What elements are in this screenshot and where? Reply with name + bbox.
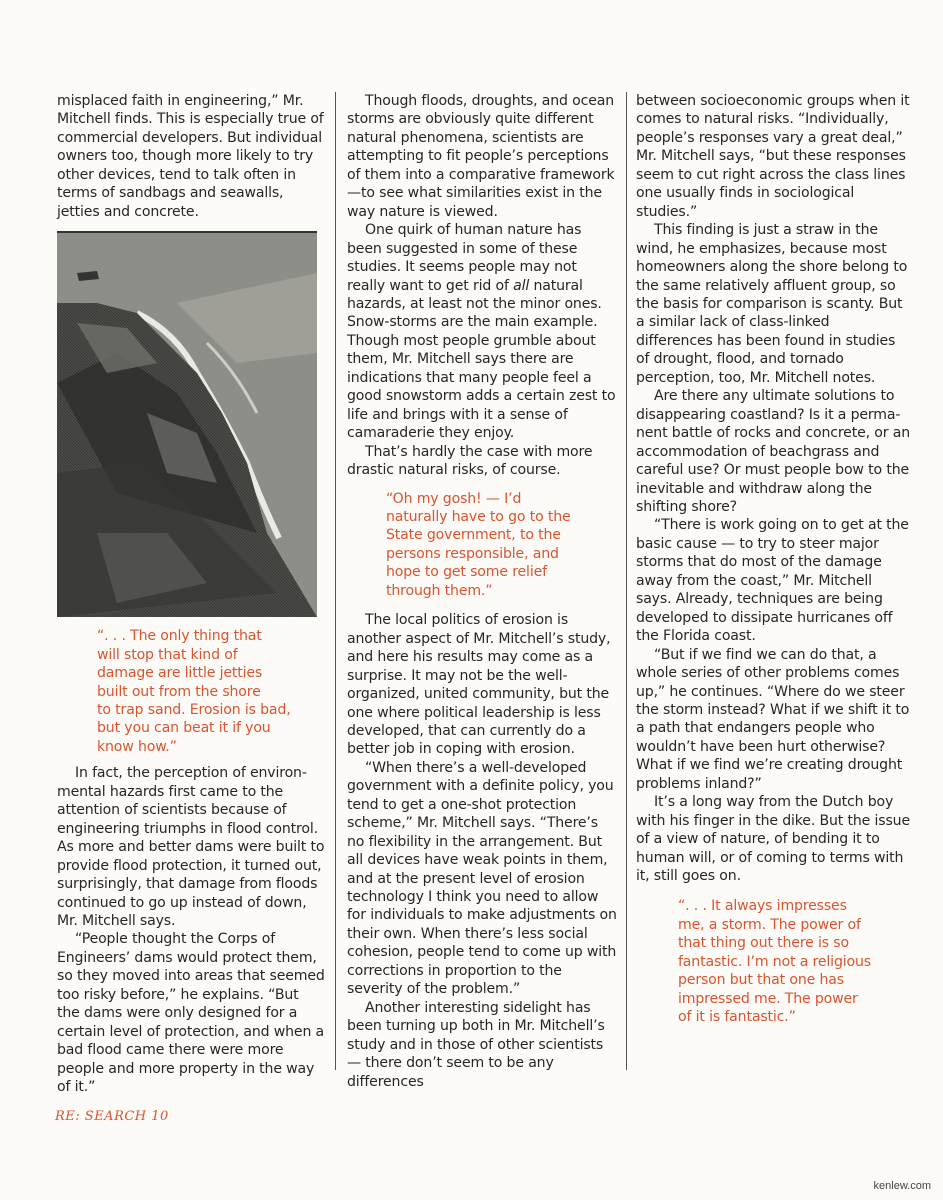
- paragraph: Are there any ultimate solutions to disappearing coastland? Is it a perma-nent battle of rocks and concrete, or an accommodation of beachgrass and careful use? Or must people bow to the inevitable and withdraw along the shifting shore?: [636, 388, 910, 515]
- paragraph: In fact, the perception of environ-mental hazards first came to the attention of scientists because of engineering triumphs in flood control. As more and better dams were built to provide flood protection, it turned out, surprisingly, that damage from floods continued to go up instead of down, Mr. Mitchell says.: [57, 765, 325, 929]
- quote-line: built out from the shore: [97, 683, 261, 700]
- quote-line: State government, to the: [386, 527, 561, 544]
- quote-line: hope to get some relief: [386, 564, 547, 581]
- paragraph: The local politics of erosion is another aspect of Mr. Mitchell’s study, and here his results may come as a surprise. It may not be the well-organized, united community, but the one where political leadership is less developed, that can currently do a better job in coping with erosion.: [347, 612, 611, 758]
- paragraph: It’s a long way from the Dutch boy with his finger in the dike. But the issue of a view of nature, of bending it to human will, or of coming to terms with it, still goes on.: [636, 794, 910, 885]
- quote-line: impressed me. The power: [678, 990, 858, 1007]
- column-1: [57, 92, 325, 1097]
- paragraph: “When there’s a well-developed government with a definite policy, you tend to get a one-shot protection scheme,” Mr. Mitchell says. “There’s no flexibility in the arrangement. But all devices have weak points in them, and at the present level of erosion technology I think you need to allow for individuals to make adjustments on their own. When there’s less social cohesion, people tend to come up with corrections in proportion to the severity of the problem.”: [347, 759, 617, 998]
- quote-line: persons responsible, and: [386, 545, 559, 562]
- quote-line: “. . . It always impresses: [678, 898, 847, 915]
- quote-line: fantastic. I’m not a religious: [678, 953, 871, 970]
- column-divider: [626, 92, 627, 1070]
- pull-quote: [678, 897, 910, 1026]
- column-3: [636, 92, 910, 1027]
- quote-line: that thing out there is so: [678, 935, 849, 952]
- column-divider: [335, 92, 336, 1070]
- quote-line: but you can beat it if you: [97, 720, 271, 737]
- quote-line: me, a storm. The power of: [678, 916, 861, 933]
- paragraph: Though floods, droughts, and ocean storms are obviously quite different natural phenomena, scientists are attempting to fit people’s perceptions of them into a comparative framework—to see what similarities exist in the way nature is viewed.: [347, 93, 615, 220]
- paragraph: “But if we find we can do that, a whole series of other problems comes up,” he continues. “Where do we steer the storm instead? What if we shift it to a path that endangers people who wouldn’t have been hurt otherwise? What if we find we’re creating drought problems inland?”: [636, 646, 910, 792]
- paragraph: “There is work going on to get at the basic cause — to try to steer major storms that do most of the damage away from the coast,” Mr. Mitchell says. Already, techniques are being developed to dissipate hurricanes off the Florida coast.: [636, 517, 909, 645]
- quote-line: person but that one has: [678, 972, 844, 989]
- paragraph: “People thought the Corps of Engineers’ dams would protect them, so they moved into areas that seemed too risky before,” he explains. “But the dams were only designed for a certain level of protection, and when a bad flood came there were more people and more property in the way of it.”: [57, 931, 325, 1096]
- paragraph: between socioeconomic groups when it comes to natural risks. “Individually, people’s responses vary a great deal,” Mr. Mitchell says, “but these responses seem to cut right across the class lines one usually finds in sociological studies.”: [636, 93, 910, 220]
- quote-line: “. . . The only thing that: [97, 628, 262, 645]
- paragraph: One quirk of human nature has been suggested in some of these studies. It seems people may not really want to get rid of all natural hazards, at least not the minor ones. Snow-storms are the main example. Though most people grumble about them, Mr. Mitchell says there are indications that many people feel a good snowstorm adds a certain zest to life and brings with it a sense of camaraderie they enjoy.: [347, 222, 616, 442]
- page-footer: RE: SEARCH 10: [55, 1109, 169, 1124]
- paragraph: This finding is just a straw in the wind, he emphasizes, because most homeowners along the shore belong to the same relatively affluent group, so the basis for comparison is scanty. But a similar lack of class-linked differences has been found in studies of drought, flood, and tornado perception, too, Mr. Mitchell notes.: [636, 222, 908, 386]
- column-2: [347, 92, 618, 1091]
- quote-line: damage are little jetties: [97, 665, 263, 682]
- coastline-photo: [57, 231, 317, 617]
- pull-quote: [386, 490, 618, 601]
- quote-line: will stop that kind of: [97, 646, 238, 663]
- quote-line: know how.”: [97, 738, 177, 755]
- rocky-coast-illustration: [57, 233, 317, 617]
- quote-line: through them.”: [386, 582, 493, 599]
- pull-quote: [97, 627, 325, 756]
- paragraph: That’s hardly the case with more drastic natural risks, of course.: [347, 443, 593, 479]
- quote-line: naturally have to go to the: [386, 508, 571, 525]
- watermark: kenlew.com: [873, 1180, 931, 1192]
- quote-line: of it is fantastic.”: [678, 1009, 796, 1026]
- paragraph: misplaced faith in engineering,” Mr. Mitchell finds. This is especially true of commercial developers. But individual owners too, though more likely to try other devices, tend to talk often in terms of sandbags and seawalls, jetties and concrete.: [57, 93, 324, 220]
- paragraph: Another interesting sidelight has been turning up both in Mr. Mitchell’s study and in those of other scientists — there don’t seem to be any differences: [347, 999, 605, 1090]
- quote-line: “Oh my gosh! — I’d: [386, 490, 522, 507]
- quote-line: to trap sand. Erosion is bad,: [97, 701, 291, 718]
